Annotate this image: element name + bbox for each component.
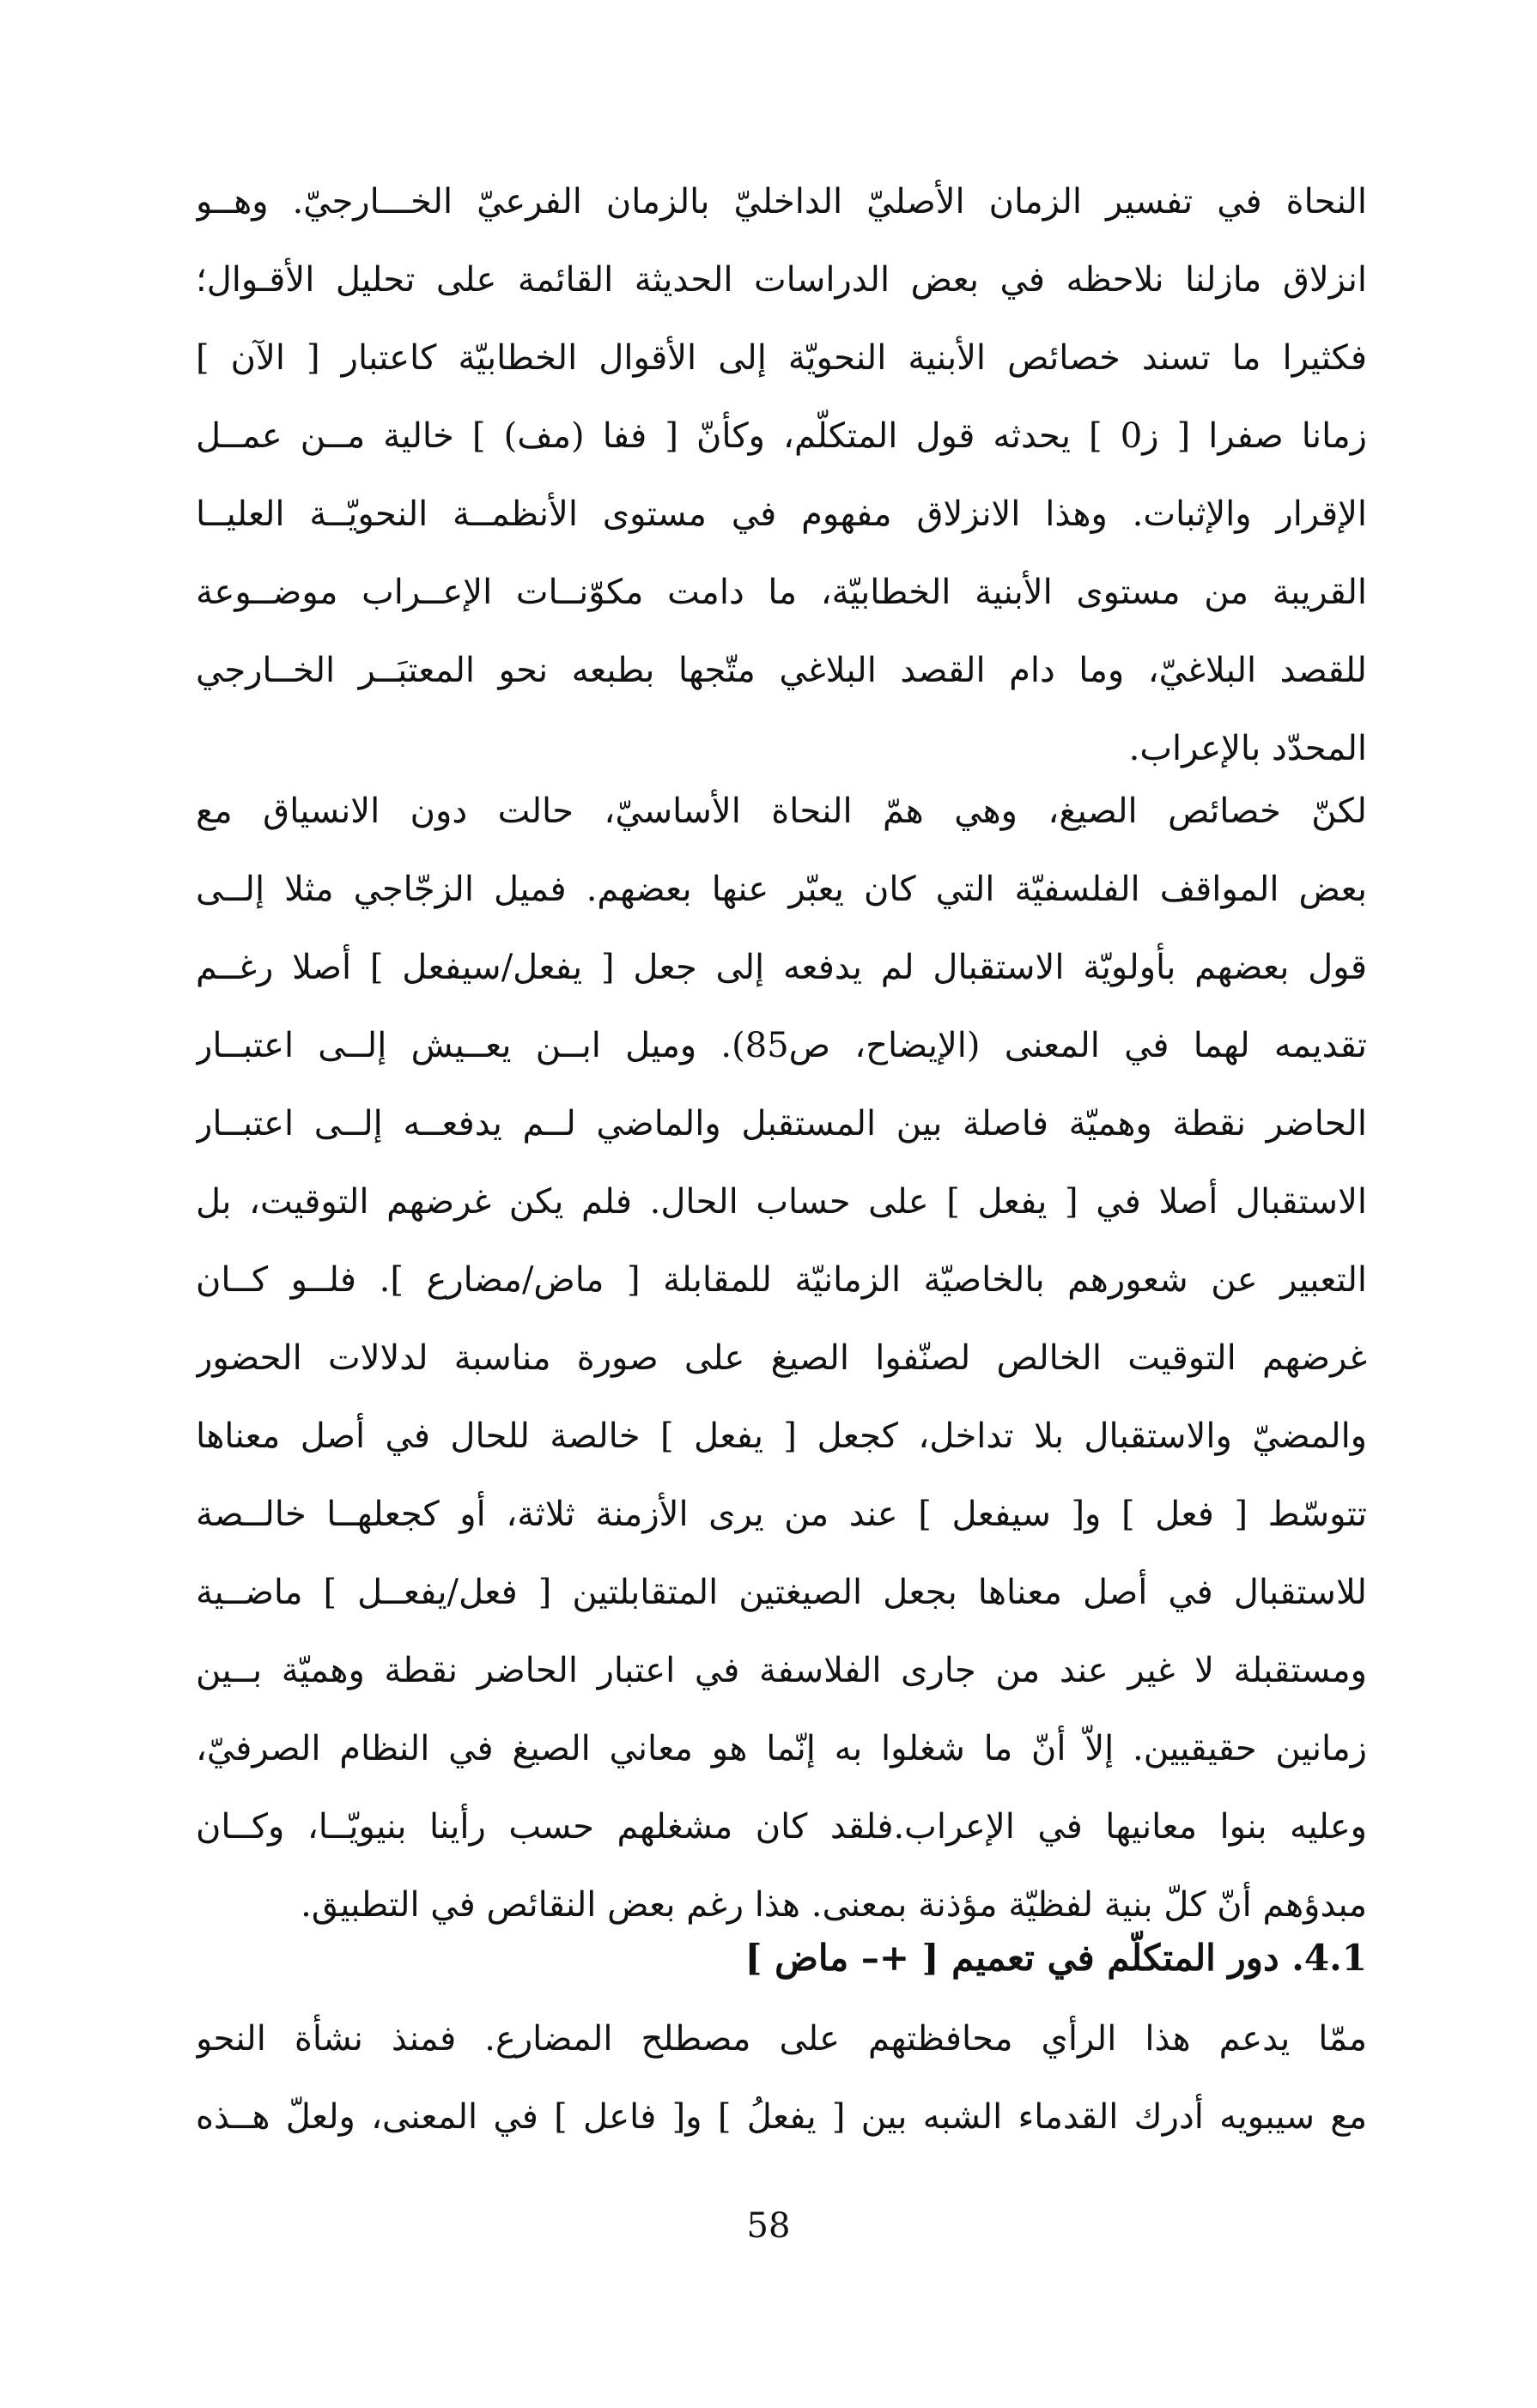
paragraph-line: الاستقبال أصلا في [ يفعل ] على حساب الحال. فلم يكن غرضهم التوقيت، بل	[196, 1182, 1367, 1222]
paragraph-line: والمضيّ والاستقبال بلا تداخل، كجعل [ يفعل ] خالصة للحال في أصل معناها	[196, 1416, 1367, 1456]
paragraph-line: القريبة من مستوى الأبنية الخطابيّة، ما دامت مكوّنــات الإعــراب موضــوعة	[196, 573, 1367, 612]
paragraph-line: المحدّد بالإعراب.	[1128, 729, 1367, 768]
paragraph-line: قول بعضهم بأولويّة الاستقبال لم يدفعه إلى جعل [ يفعل/سيفعل ] أصلا رغــم	[196, 948, 1367, 987]
paragraph-line: الحاضر نقطة وهميّة فاصلة بين المستقبل والماضي لــم يدفعــه إلــى اعتبــار	[196, 1104, 1367, 1143]
paragraph-2	[196, 773, 1367, 1944]
paragraph-line: بعض المواقف الفلسفيّة التي كان يعبّر عنها بعضهم. فميل الزجّاجي مثلا إلــى	[196, 870, 1367, 909]
paragraph-line: لكنّ خصائص الصيغ، وهي همّ النحاة الأساسيّ، حالت دون الانسياق مع	[196, 792, 1367, 831]
paragraph-line: تقديمه لهما في المعنى (الإيضاح، ص85). وميل ابــن يعــيش إلــى اعتبــار	[196, 1026, 1367, 1065]
paragraph-line: زمانا صفرا [ ز0 ] يحدثه قول المتكلّم، وكأنّ [ ففا (مف) ] خالية مــن عمــل	[196, 416, 1367, 456]
paragraph-line: مبدؤهم أنّ كلّ بنية لفظيّة مؤذنة بمعنى. هذا رغم بعض النقائص في التطبيق.	[301, 1885, 1367, 1925]
paragraph-line: التعبير عن شعورهم بالخاصيّة الزمانيّة للمقابلة [ ماض/مضارع ]. فلــو كــان	[196, 1260, 1367, 1300]
paragraph-line: ممّا يدعم هذا الرأي محافظتهم على مصطلح المضارع. فمنذ نشأة النحو	[196, 2019, 1367, 2059]
paragraph-line: وعليه بنوا معانيها في الإعراب.فلقد كان مشغلهم حسب رأينا بنيويّــا، وكــان	[196, 1807, 1367, 1847]
paragraph-line: الإقرار والإثبات. وهذا الانزلاق مفهوم في مستوى الأنظمــة النحويّــة العليــا	[196, 494, 1367, 534]
paragraph-line: تتوسّط [ فعل ] و[ سيفعل ] عند من يرى الأزمنة ثلاثة، أو كجعلهــا خالــصة	[196, 1495, 1367, 1534]
paragraph-line: انزلاق مازلنا نلاحظه في بعض الدراسات الحديثة القائمة على تحليل الأقـوال؛	[196, 260, 1367, 300]
section-heading: 4.1. دور المتكلّم في تعميم [ +– ماض ]	[744, 1937, 1367, 1979]
page-number: 58	[746, 2206, 791, 2246]
paragraph-3	[196, 2000, 1367, 2156]
paragraph-line: مع سيبويه أدرك القدماء الشبه بين [ يفعلُ ] و[ فاعل ] في المعنى، ولعلّ هــذه	[196, 2097, 1367, 2137]
paragraph-line: ومستقبلة لا غير عند من جارى الفلاسفة في اعتبار الحاضر نقطة وهميّة بــين	[196, 1651, 1367, 1690]
paragraph-line: فكثيرا ما تسند خصائص الأبنية النحويّة إلى الأقوال الخطابيّة كاعتبار [ الآن ]	[196, 338, 1367, 378]
paragraph-line: غرضهم التوقيت الخالص لصنّفوا الصيغ على صورة مناسبة لدلالات الحضور	[196, 1338, 1367, 1378]
paragraph-line: النحاة في تفسير الزمان الأصليّ الداخليّ بالزمان الفرعيّ الخـــارجيّ. وهــو	[196, 182, 1367, 221]
paragraph-1	[196, 163, 1367, 788]
paragraph-line: للقصد البلاغيّ، وما دام القصد البلاغي متّجها بطبعه نحو المعتبَــر الخــارجي	[196, 651, 1367, 690]
paragraph-line: زمانين حقيقيين. إلاّ أنّ ما شغلوا به إنّما هو معاني الصيغ في النظام الصرفيّ،	[196, 1729, 1367, 1768]
paragraph-line: للاستقبال في أصل معناها بجعل الصيغتين المتقابلتين [ فعل/يفعــل ] ماضــية	[196, 1573, 1367, 1612]
